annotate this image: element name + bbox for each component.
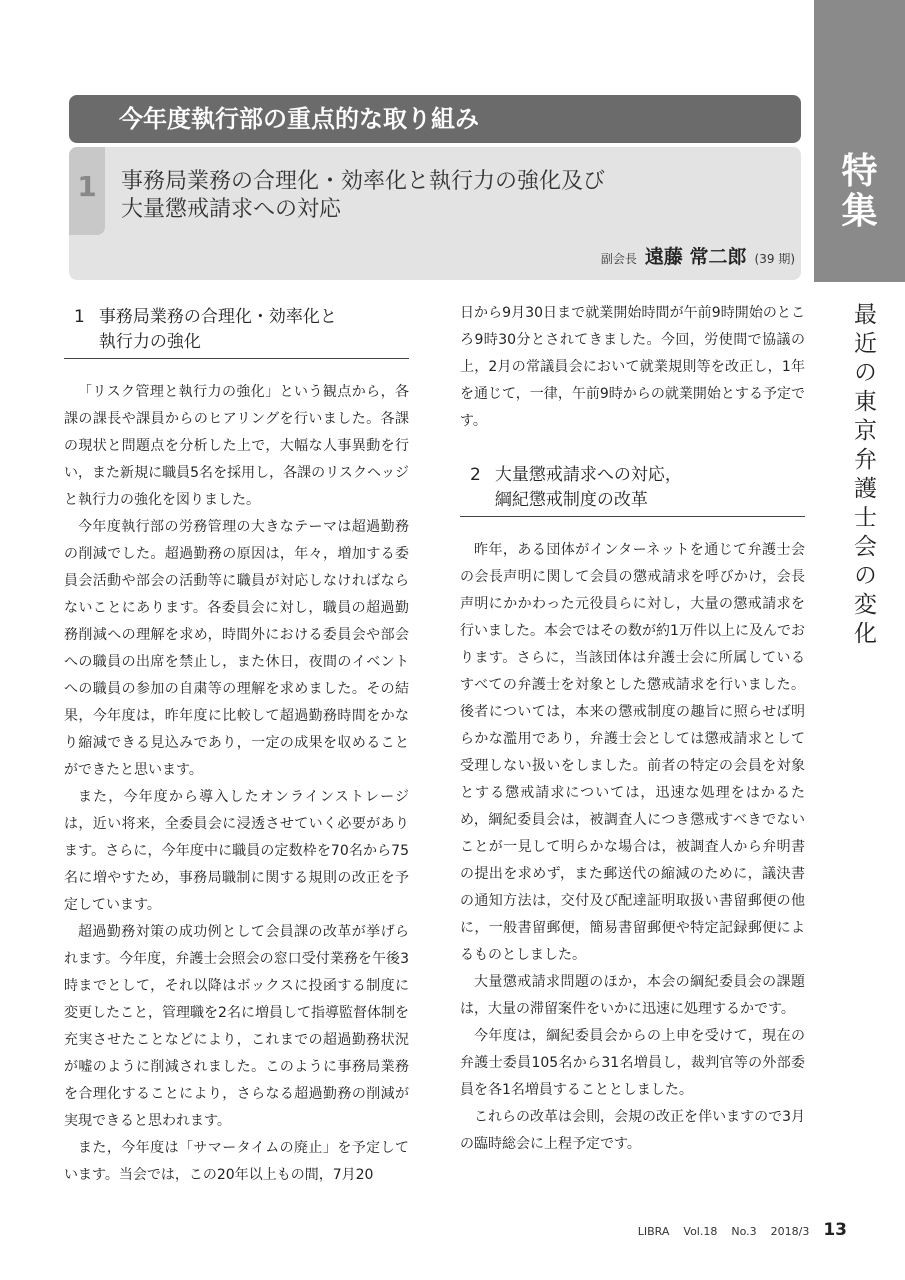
series-title: 最近の東京弁護士会の変化 (850, 302, 876, 650)
paragraph: 超過勤務対策の成功例として会員課の改革が挙げられます。今年度，弁護士会照会の窓口受付業務を午後3時までとして，それ以降はボックスに投函する制度に変更したこと，管理職を2名に増員して指導監督体制を充実させたことなどにより，これまでの超過勤務状況が嘘のように削減されました。このように事務局業務を合理化することにより，さらなる超過勤務の削減が実現できると思われます。 (64, 924, 409, 1129)
page-number: 13 (823, 1220, 847, 1240)
section-2-heading-line-1: 大量懲戒請求への対応， (494, 465, 682, 485)
page-footer (638, 1220, 847, 1240)
paragraph: 大量懲戒請求問題のほか，本会の綱紀委員会の課題は，大量の滞留案件をいかに迅速に処理するかです。 (460, 974, 805, 1017)
journal-issue: No.3 (731, 1225, 757, 1238)
paragraph: 今年度は，綱紀委員会からの上申を受けて，現在の弁護士委員105名から31名増員し，裁判官等の外部委員を各1名増員することとしました。 (460, 1028, 805, 1098)
tab-label-char-1: 特 (841, 151, 878, 192)
section-2-heading-line-2: 綱紀懲戒制度の改革 (494, 490, 648, 510)
paragraph: また，今年度から導入したオンラインストレージは，近い将来，全委員会に浸透させていく必要があります。さらに，今年度中に職員の定数枠を70名から75名に増やすため，事務局職制に関する規則の改正を予定しています。 (64, 789, 409, 913)
left-column (64, 305, 409, 1189)
article-title (121, 168, 681, 224)
section-1-heading-line-2: 執行力の強化 (98, 332, 201, 352)
article-title-line-2: 大量懲戒請求への対応 (121, 197, 342, 222)
section-1-number: 1 (74, 307, 85, 327)
section-2-number: 2 (470, 465, 481, 485)
special-feature-tab (814, 0, 905, 282)
tab-label-char-2: 集 (841, 191, 878, 232)
continued-paragraph: 日から9月30日まで就業開始時間が午前9時開始のところ9時30分とされてきました。今回，労使間で協議の上，2月の常議員会において就業規則等を改正し，1年を通じて，一律，午前9時からの就業開始とする予定です。 (460, 305, 805, 429)
author-generation: (39 期) (754, 252, 795, 266)
paragraph: 今年度執行部の労務管理の大きなテーマは超過勤務の削減でした。超過勤務の原因は，年々，増加する委員会活動や部会の活動等に職員が対応しなければならないことにあります。各委員会に対し，職員の超過勤務削減への理解を求め，時間外における委員会や部会への職員の出席を禁止し，また休日，夜間のイベントへの職員の参加の自粛等の理解を求めました。その結果，今年度は，昨年度に比較して超過勤務時間をかなり縮減できる見込みであり，一定の成果を収めることができたと思います。 (64, 519, 409, 778)
author-byline (601, 242, 795, 269)
author-name: 遠藤 常二郎 (644, 246, 747, 268)
paragraph: また，今年度は「サマータイムの廃止」を予定しています。当会では，この20年以上もの間，7月20 (64, 1140, 409, 1183)
article-number: 1 (69, 147, 105, 235)
right-column (460, 300, 805, 1158)
journal-name: LIBRA (637, 1225, 670, 1238)
paragraph: 「リスク管理と執行力の強化」という観点から，各課の課長や課員からのヒアリングを行いました。各課の現状と問題点を分析した上で，大幅な人事異動を行い，また新規に職員5名を採用し，各課のリスクヘッジと執行力の強化を図りました。 (64, 384, 409, 508)
section-2-heading (460, 463, 805, 517)
section-1-heading-line-1: 事務局業務の合理化・効率化と (98, 307, 337, 327)
paragraph: これらの改革は会則，会規の改正を伴いますので3月の臨時総会に上程予定です。 (460, 1109, 805, 1152)
section-title: 今年度執行部の重点的な取り組み (69, 95, 801, 143)
paragraph: 昨年，ある団体がインターネットを通じて弁護士会の会長声明に関して会員の懲戒請求を呼びかけ，会長声明にかかわった元役員らに対し，大量の懲戒請求を行いました。本会ではその数が約1万件以上に及んでおります。さらに，当該団体は弁護士会に所属しているすべての弁護士を対象とした懲戒請求を行いました。後者については，本来の懲戒制度の趣旨に照らせば明らかな濫用であり，弁護士会としては懲戒請求として受理しない扱いをしました。前者の特定の会員を対象とする懲戒請求については，迅速な処理をはかるため，綱紀委員会は，被調査人につき懲戒すべきでないことが一見して明らかな場合は，被調査人から弁明書の提出を求めず，また郵送代の縮減のために，議決書の通知方法は，交付及び配達証明取扱い書留郵便の他に，一般書留郵便，簡易書留郵便や特定記録郵便によるものとしました。 (460, 542, 805, 963)
journal-date: 2018/3 (770, 1225, 810, 1238)
section-1-heading (64, 305, 409, 359)
author-role: 副会長 (600, 252, 637, 266)
journal-volume: Vol.18 (683, 1225, 718, 1238)
article-title-line-1: 事務局業務の合理化・効率化と執行力の強化及び (121, 169, 606, 194)
